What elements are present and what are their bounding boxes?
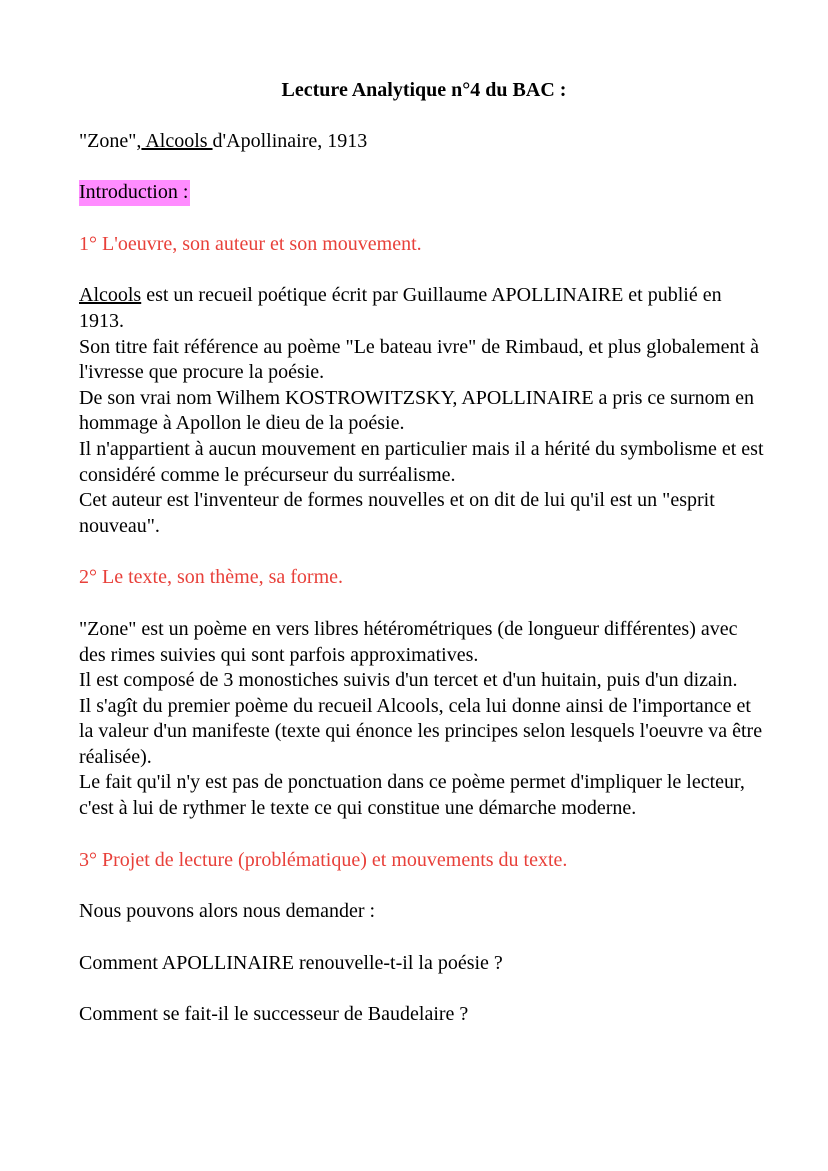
book-title: Alcools [141, 129, 213, 152]
question-1: Comment APOLLINAIRE renouvelle-t-il la poésie ? [79, 951, 503, 974]
document-body [79, 78, 769, 1028]
section-1-line-5: Cet auteur est l'inventeur de formes nouvelles et on dit de lui qu'il est un "esprit nouveau". [79, 489, 715, 537]
section-3-heading: 3° Projet de lecture (problématique) et mouvements du texte. [79, 848, 568, 871]
section-1-line-4: Il n'appartient à aucun mouvement en particulier mais il a hérité du symbolisme et est considéré comme le précurseur du surréalisme. [79, 437, 764, 486]
question-2: Comment se fait-il le successeur de Baudelaire ? [79, 1003, 469, 1026]
document-subtitle [79, 129, 769, 155]
alcools-underlined: Alcools [79, 284, 142, 307]
document-title: Lecture Analytique n°4 du BAC : [281, 79, 567, 101]
section-2-line-4: Le fait qu'il n'y est pas de ponctuation dans ce poème permet d'impliquer le lecteur, c'est à lui de rythmer le texte ce qui constitue une démarche moderne. [79, 771, 745, 820]
section-2-line-3: Il s'agît du premier poème du recueil Alcools, cela lui donne ainsi de l'importance et la valeur d'un manifeste (texte qui énonce les principes selon lesquels l'oeuvre va être réalisée). [79, 694, 763, 768]
poem-name: "Zone", [79, 129, 142, 152]
section-2-line-2: Il est composé de 3 monostiches suivis d'un tercet et d'un huitain, puis d'un dizain. [79, 669, 738, 692]
introduction-heading-line [79, 180, 769, 206]
section-1-line-3: De son vrai nom Wilhem KOSTROWITZSKY, APOLLINAIRE a pris ce surnom en hommage à Apollon le dieu de la poésie. [79, 386, 755, 435]
section-1-line-2: Son titre fait référence au poème "Le bateau ivre" de Rimbaud, et plus globalement à l'ivresse que procure la poésie. [79, 335, 759, 384]
introduction-heading: Introduction : [79, 180, 190, 206]
section-3-lead: Nous pouvons alors nous demander : [79, 900, 376, 923]
subtitle-author-year: d'Apollinaire, 1913 [212, 129, 368, 152]
section-2-paragraph [79, 617, 769, 822]
section-2-line-1: "Zone" est un poème en vers libres hétérométriques (de longueur différentes) avec des rimes suivies qui sont parfois approximatives. [79, 617, 738, 666]
section-2-heading: 2° Le texte, son thème, sa forme. [79, 566, 344, 589]
section-1-heading: 1° L'oeuvre, son auteur et son mouvement. [79, 232, 422, 255]
section-1-line-1: Alcools est un recueil poétique écrit par Guillaume APOLLINAIRE et publié en 1913. [79, 284, 722, 332]
section-1-paragraph [79, 283, 769, 539]
